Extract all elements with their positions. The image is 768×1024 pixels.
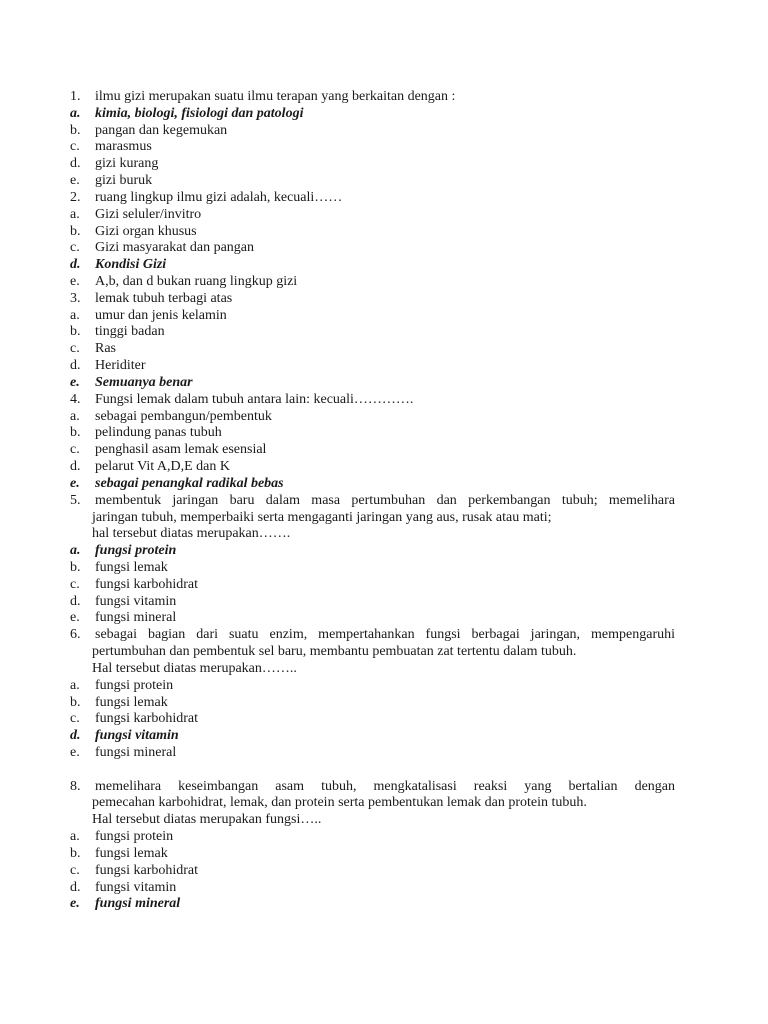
- question-continuation: pertumbuhan dan pembentuk sel baru, membantu pembuatan zat tertentu dalam tubuh.: [92, 644, 577, 660]
- option-letter: c.: [70, 341, 80, 357]
- option-text: kimia, biologi, fisiologi dan patologi: [95, 105, 304, 121]
- option-letter: e.: [70, 896, 80, 912]
- option-text: umur dan jenis kelamin: [95, 307, 227, 323]
- option-text: fungsi mineral: [95, 610, 177, 626]
- option-letter: c.: [70, 576, 80, 592]
- option-text: Semuanya benar: [95, 374, 193, 390]
- option-text: fungsi lemak: [95, 845, 168, 861]
- option-letter: d.: [70, 156, 81, 172]
- option-letter: a.: [70, 307, 80, 323]
- option-letter: a.: [70, 829, 80, 845]
- option-text: Gizi seluler/invitro: [95, 206, 202, 222]
- option-text: Kondisi Gizi: [95, 257, 167, 273]
- option-letter: b.: [70, 845, 81, 861]
- option-text: penghasil asam lemak esensial: [95, 442, 267, 458]
- option-letter: d.: [70, 728, 81, 744]
- option-letter: e.: [70, 374, 80, 390]
- question-text: lemak tubuh terbagi atas: [95, 290, 233, 306]
- option-letter: c.: [70, 240, 80, 256]
- question-number: 3.: [70, 290, 81, 306]
- option-text: fungsi protein: [95, 829, 174, 845]
- option-letter: b.: [70, 223, 81, 239]
- option-text: gizi buruk: [95, 173, 153, 189]
- option-text: Ras: [95, 341, 116, 357]
- option-letter: c.: [70, 139, 80, 155]
- option-letter: d.: [70, 879, 81, 895]
- option-text: pelarut Vit A,D,E dan K: [95, 459, 230, 475]
- option-text: fungsi lemak: [95, 694, 168, 710]
- option-letter: a.: [70, 408, 80, 424]
- option-text: fungsi protein: [95, 543, 177, 559]
- option-text: Heriditer: [95, 358, 146, 374]
- option-text: fungsi karbohidrat: [95, 862, 199, 878]
- question-number: 8.: [70, 778, 81, 794]
- option-text: sebagai pembangun/pembentuk: [95, 408, 272, 424]
- question-continuation: jaringan tubuh, memperbaiki serta mengaganti jaringan yang aus, rusak atau mati;: [92, 509, 552, 525]
- question-number: 2.: [70, 189, 81, 205]
- option-letter: a.: [70, 206, 80, 222]
- option-letter: e.: [70, 475, 80, 491]
- option-text: fungsi mineral: [95, 896, 181, 912]
- option-letter: c.: [70, 862, 80, 878]
- option-text: fungsi karbohidrat: [95, 711, 199, 727]
- option-text: fungsi karbohidrat: [95, 576, 199, 592]
- option-text: fungsi mineral: [95, 744, 177, 760]
- option-text: Gizi organ khusus: [95, 223, 197, 239]
- question-number: 5.: [70, 492, 81, 508]
- option-letter: b.: [70, 425, 81, 441]
- option-text: fungsi vitamin: [95, 593, 177, 609]
- question-text: memelihara keseimbangan asam tubuh, mengkatalisasi reaksi yang bertalian dengan: [95, 778, 675, 794]
- question-text: ilmu gizi merupakan suatu ilmu terapan yang berkaitan dengan :: [95, 89, 456, 104]
- option-text: pelindung panas tubuh: [95, 425, 222, 441]
- option-letter: e.: [70, 274, 80, 290]
- option-letter: d.: [70, 593, 81, 609]
- option-text: Gizi masyarakat dan pangan: [95, 240, 254, 256]
- option-letter: c.: [70, 711, 80, 727]
- question-number: 4.: [70, 391, 81, 407]
- option-letter: a.: [70, 543, 81, 559]
- question-text: membentuk jaringan baru dalam masa pertumbuhan dan perkembangan tubuh; memelihara: [95, 492, 675, 508]
- option-letter: b.: [70, 694, 81, 710]
- option-letter: b.: [70, 122, 81, 138]
- option-text: sebagai penangkal radikal bebas: [95, 475, 284, 491]
- question-continuation: pemecahan karbohidrat, lemak, dan protein serta pembentukan lemak dan protein tubuh.: [92, 795, 587, 811]
- option-text: gizi kurang: [95, 156, 159, 172]
- option-text: marasmus: [95, 139, 152, 155]
- option-letter: d.: [70, 257, 81, 273]
- question-text: Fungsi lemak dalam tubuh antara lain: kecuali………….: [95, 391, 414, 407]
- option-letter: e.: [70, 744, 80, 760]
- option-text: tinggi badan: [95, 324, 165, 340]
- question-continuation: Hal tersebut diatas merupakan fungsi…..: [92, 812, 322, 828]
- question-continuation: hal tersebut diatas merupakan…….: [92, 526, 291, 542]
- option-letter: b.: [70, 559, 81, 575]
- option-letter: e.: [70, 173, 80, 189]
- option-letter: d.: [70, 358, 81, 374]
- option-text: pangan dan kegemukan: [95, 122, 228, 138]
- option-text: fungsi protein: [95, 677, 174, 693]
- option-letter: b.: [70, 324, 81, 340]
- option-letter: a.: [70, 677, 80, 693]
- question-number: 1.: [70, 89, 81, 104]
- option-text: fungsi lemak: [95, 559, 168, 575]
- question-text: ruang lingkup ilmu gizi adalah, kecuali……: [95, 189, 343, 205]
- option-text: fungsi vitamin: [95, 879, 177, 895]
- option-letter: a.: [70, 105, 81, 121]
- option-text: A,b, dan d bukan ruang lingkup gizi: [95, 274, 298, 290]
- question-number: 6.: [70, 627, 81, 643]
- question-continuation: Hal tersebut diatas merupakan……..: [92, 660, 297, 676]
- option-letter: c.: [70, 442, 80, 458]
- option-text: fungsi vitamin: [95, 728, 179, 744]
- option-letter: d.: [70, 459, 81, 475]
- option-letter: e.: [70, 610, 80, 626]
- question-text: sebagai bagian dari suatu enzim, mempertahankan fungsi berbagai jaringan, mempengaruhi: [95, 627, 675, 643]
